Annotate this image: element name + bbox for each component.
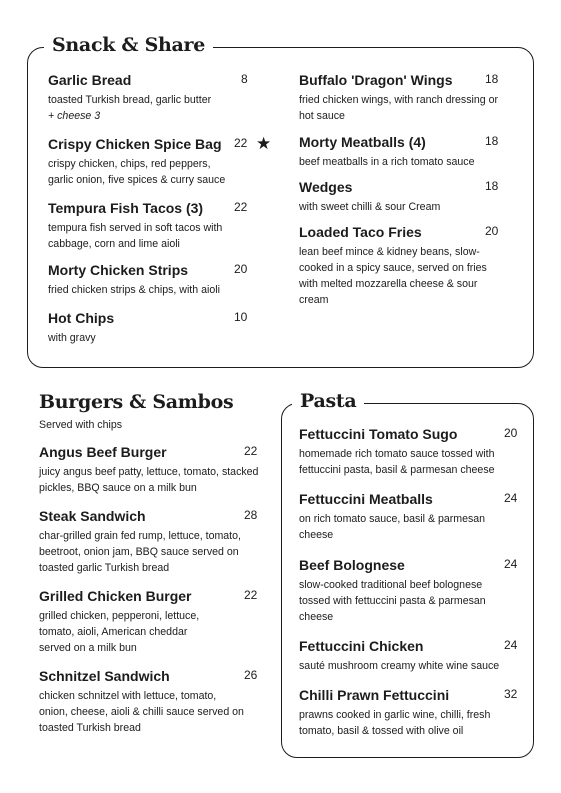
item-price: 18 [485,72,499,86]
menu-item-garlic-bread [48,72,253,124]
item-description: char-grilled grain fed rump, lettuce, tomato, beetroot, onion jam, BBQ sauce served on toasted garlic Turkish bread [39,530,241,574]
item-name: Buffalo 'Dragon' Wings [299,72,453,88]
item-description: chicken schnitzel with lettuce, tomato, onion, cheese, aioli & chilli sauce served on toasted Turkish bread [39,690,244,734]
item-price: 20 [234,262,248,276]
star-icon: ★ [256,134,272,153]
menu-item-morty-meatballs [299,134,504,170]
item-price: 32 [504,687,518,701]
item-description: beef meatballs in a rich tomato sauce [299,156,475,168]
menu-item-loaded-taco-fries [299,224,504,308]
item-name: Wedges [299,179,353,195]
item-name: Fettuccini Meatballs [299,491,433,507]
item-price: 26 [244,668,258,682]
item-name: Fettuccini Tomato Sugo [299,426,458,442]
item-description: on rich tomato sauce, basil & parmesan cheese [299,513,486,541]
item-name: Schnitzel Sandwich [39,668,170,684]
item-name: Loaded Taco Fries [299,224,422,240]
item-price: 18 [485,179,499,193]
menu-item-crispy-chicken-spice-bag [48,134,272,188]
item-price: 22 [244,588,258,602]
item-description: fried chicken wings, with ranch dressing or hot sauce [299,94,499,122]
burgers-note: Served with chips [39,419,123,431]
item-name: Fettuccini Chicken [299,638,424,654]
item-description: homemade rich tomato sauce tossed with fettuccini pasta, basil & parmesan cheese [299,448,495,476]
pasta-title: Pasta [292,390,364,412]
menu-item-steak-sandwich [39,508,261,576]
menu-item-schnitzel-sandwich [39,668,261,736]
item-name: Morty Meatballs (4) [299,134,426,150]
menu-item-grilled-chicken-burger [39,588,261,656]
item-description: grilled chicken, pepperoni, lettuce, tomato, aioli, American cheddar served on a milk bun [39,610,200,654]
item-name: Steak Sandwich [39,508,146,524]
item-price: 22 [244,444,258,458]
item-description: juicy angus beef patty, lettuce, tomato, stacked pickles, BBQ sauce on a milk bun [39,466,259,494]
item-name: Angus Beef Burger [39,444,167,460]
menu-item-angus-beef-burger [39,444,261,496]
item-price: 24 [504,491,518,505]
menu-item-beef-bolognese [299,557,521,625]
item-extra: + cheese 3 [48,110,101,122]
item-name: Garlic Bread [48,72,132,88]
item-name: Chilli Prawn Fettuccini [299,687,450,703]
menu-item-buffalo-dragon-wings [299,72,504,124]
menu-item-chilli-prawn-fettuccini [299,687,521,739]
item-description: tempura fish served in soft tacos with cabbage, corn and lime aioli [48,222,223,250]
item-name: Beef Bolognese [299,557,405,573]
item-price: 24 [504,638,518,652]
item-price: 22 [234,200,248,214]
item-name: Morty Chicken Strips [48,262,189,278]
item-price: 20 [504,426,518,440]
item-name: Grilled Chicken Burger [39,588,192,604]
menu-item-morty-chicken-strips [48,262,253,298]
item-price: 8 [241,72,248,86]
menu-item-fettuccini-chicken [299,638,521,674]
item-price: 24 [504,557,518,571]
item-description: toasted Turkish bread, garlic butter [48,94,212,106]
menu-item-fettuccini-meatballs [299,491,521,543]
item-name: Crispy Chicken Spice Bag [48,136,222,152]
item-description: slow-cooked traditional beef bolognese tossed with fettuccini pasta & parmesan cheese [299,579,486,623]
item-price: 20 [485,224,499,238]
menu-item-hot-chips [48,310,253,346]
item-description: sauté mushroom creamy white wine sauce [299,660,500,672]
menu-item-tempura-fish-tacos [48,200,253,252]
menu-item-wedges [299,179,504,215]
item-description: prawns cooked in garlic wine, chilli, fresh tomato, basil & tossed with olive oil [299,709,491,737]
item-description: fried chicken strips & chips, with aioli [48,284,220,296]
item-price: 10 [234,310,248,324]
item-price: 18 [485,134,499,148]
snack-share-title: Snack & Share [44,34,213,56]
item-price: 22 [234,136,248,150]
item-name: Tempura Fish Tacos (3) [48,200,204,216]
item-description: with sweet chilli & sour Cream [299,201,441,213]
item-description: crispy chicken, chips, red peppers, garlic onion, five spices & curry sauce [48,158,226,186]
burgers-sambos-title: Burgers & Sambos [39,391,234,413]
item-description: with gravy [48,332,96,344]
menu-item-fettuccini-tomato-sugo [299,426,521,478]
item-description: lean beef mince & kidney beans, slow-cooked in a spicy sauce, served on fries with melted mozzarella cheese & sour cream [299,246,487,306]
item-price: 28 [244,508,258,522]
item-name: Hot Chips [48,310,115,326]
